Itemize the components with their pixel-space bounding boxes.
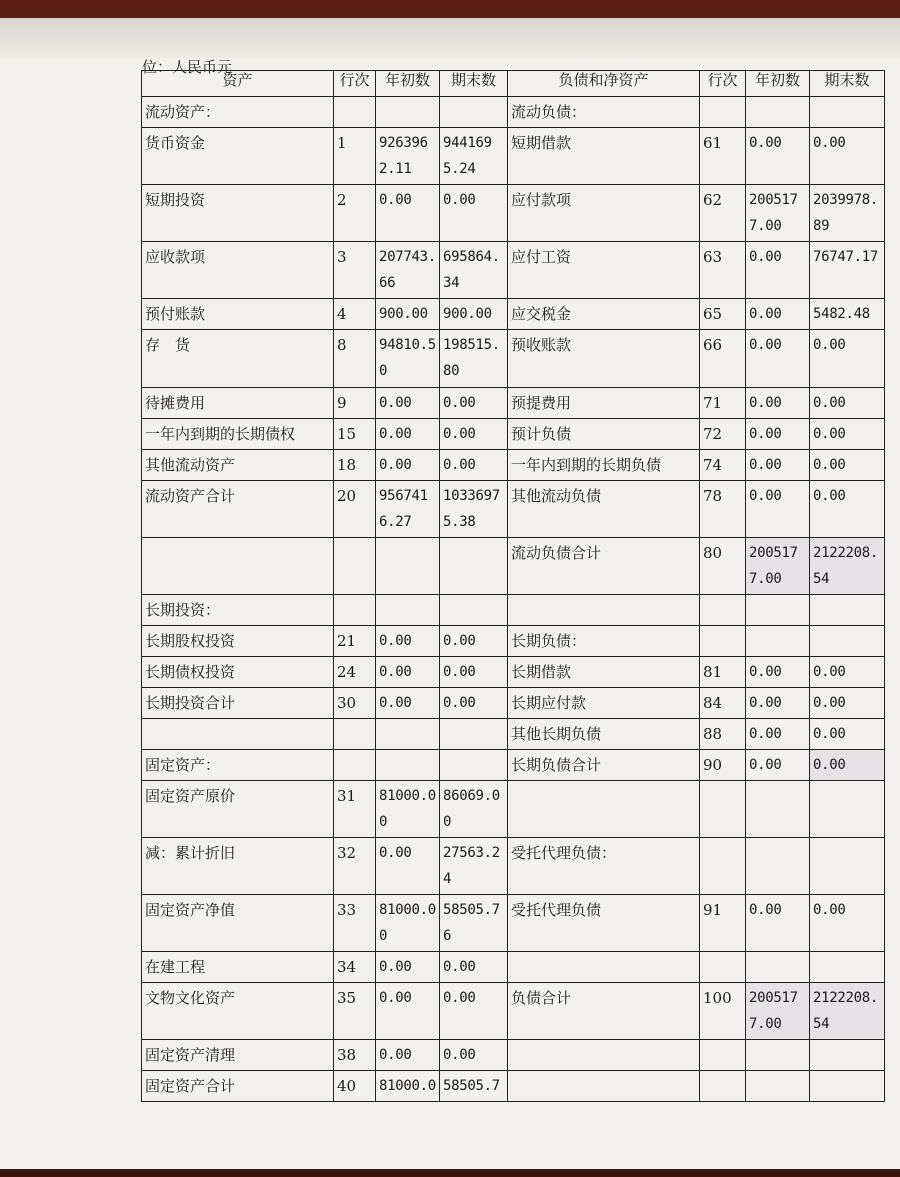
table-cell xyxy=(440,538,508,595)
table-cell: 0.00 xyxy=(746,719,810,750)
table-row xyxy=(142,538,885,595)
table-cell: 0.00 xyxy=(440,688,508,719)
table-cell: 2122208.54 xyxy=(810,538,885,595)
table-cell: 受托代理负债： xyxy=(508,838,700,895)
table-cell: 2 xyxy=(334,185,376,242)
table-cell: 66 xyxy=(700,330,746,388)
table-cell xyxy=(810,626,885,657)
table-cell: 固定资产原价 xyxy=(142,781,334,838)
table-cell: 其他长期负债 xyxy=(508,719,700,750)
table-cell: 2122208.54 xyxy=(810,983,885,1040)
table-row xyxy=(142,1040,885,1071)
table-cell: 40 xyxy=(334,1071,376,1102)
table-cell: 18 xyxy=(334,450,376,481)
table-cell: 0.00 xyxy=(376,983,440,1040)
table-cell: 81000.00 xyxy=(376,781,440,838)
table-cell: 9 xyxy=(334,388,376,419)
table-cell: 4 xyxy=(334,299,376,330)
table-cell: 2005177.00 xyxy=(746,538,810,595)
table-cell: 72 xyxy=(700,419,746,450)
table-cell: 0.00 xyxy=(746,419,810,450)
table-cell: 货币资金 xyxy=(142,128,334,185)
table-cell: 38 xyxy=(334,1040,376,1071)
table-cell: 58505.7 xyxy=(440,1071,508,1102)
table-cell: 0.00 xyxy=(810,688,885,719)
table-cell xyxy=(376,538,440,595)
table-cell xyxy=(746,595,810,626)
table-cell: 0.00 xyxy=(376,450,440,481)
currency-unit-label: 位：人民币元 xyxy=(142,58,233,76)
table-cell: 长期投资合计 xyxy=(142,688,334,719)
table-cell xyxy=(142,719,334,750)
table-cell: 0.00 xyxy=(376,952,440,983)
table-cell: 0.00 xyxy=(376,1040,440,1071)
table-cell: 0.00 xyxy=(746,299,810,330)
table-cell: 预提费用 xyxy=(508,388,700,419)
table-cell: 2005177.00 xyxy=(746,185,810,242)
table-cell: 32 xyxy=(334,838,376,895)
table-cell: 0.00 xyxy=(746,688,810,719)
table-cell: 81000.0 xyxy=(376,1071,440,1102)
table-cell: 35 xyxy=(334,983,376,1040)
column-header: 行次 xyxy=(700,71,746,97)
table-row xyxy=(142,330,885,388)
table-cell xyxy=(440,719,508,750)
table-cell: 0.00 xyxy=(810,388,885,419)
table-cell xyxy=(440,750,508,781)
table-cell: 0.00 xyxy=(746,388,810,419)
table-cell: 0.00 xyxy=(746,128,810,185)
table-cell: 0.00 xyxy=(810,330,885,388)
table-cell: 长期负债合计 xyxy=(508,750,700,781)
table-cell: 短期投资 xyxy=(142,185,334,242)
table-cell xyxy=(700,97,746,128)
table-cell: 0.00 xyxy=(746,481,810,538)
table-cell xyxy=(700,1071,746,1102)
table-cell: 流动资产： xyxy=(142,97,334,128)
table-cell xyxy=(700,1040,746,1071)
table-cell: 0.00 xyxy=(810,895,885,952)
table-cell xyxy=(746,1071,810,1102)
table-cell: 应付款项 xyxy=(508,185,700,242)
table-row xyxy=(142,481,885,538)
table-header-row xyxy=(142,71,885,97)
table-cell: 存 货 xyxy=(142,330,334,388)
table-cell: 0.00 xyxy=(440,388,508,419)
table-cell xyxy=(700,781,746,838)
table-cell xyxy=(376,719,440,750)
table-cell: 短期借款 xyxy=(508,128,700,185)
table-cell: 58505.76 xyxy=(440,895,508,952)
table-cell: 应付工资 xyxy=(508,242,700,299)
table-cell: 一年内到期的长期负债 xyxy=(508,450,700,481)
table-cell: 固定资产清理 xyxy=(142,1040,334,1071)
table-cell: 91 xyxy=(700,895,746,952)
table-cell: 9263962.11 xyxy=(376,128,440,185)
table-row xyxy=(142,838,885,895)
table-cell: 0.00 xyxy=(376,657,440,688)
table-cell: 9567416.27 xyxy=(376,481,440,538)
table-cell: 9441695.24 xyxy=(440,128,508,185)
table-cell xyxy=(334,97,376,128)
table-cell: 0.00 xyxy=(376,688,440,719)
table-cell: 20 xyxy=(334,481,376,538)
table-row xyxy=(142,450,885,481)
table-row xyxy=(142,750,885,781)
table-cell: 0.00 xyxy=(746,657,810,688)
table-cell: 0.00 xyxy=(376,185,440,242)
table-cell: 0.00 xyxy=(440,626,508,657)
table-cell: 100 xyxy=(700,983,746,1040)
table-cell: 0.00 xyxy=(810,719,885,750)
table-cell xyxy=(376,595,440,626)
table-row xyxy=(142,128,885,185)
table-cell: 90 xyxy=(700,750,746,781)
table-cell xyxy=(142,538,334,595)
table-cell: 198515.80 xyxy=(440,330,508,388)
table-cell xyxy=(334,719,376,750)
table-cell: 受托代理负债 xyxy=(508,895,700,952)
table-cell xyxy=(334,538,376,595)
table-cell xyxy=(700,626,746,657)
table-cell: 81 xyxy=(700,657,746,688)
table-cell: 0.00 xyxy=(440,657,508,688)
table-row xyxy=(142,419,885,450)
table-cell: 0.00 xyxy=(376,388,440,419)
table-row xyxy=(142,299,885,330)
table-cell: 207743.66 xyxy=(376,242,440,299)
table-cell: 0.00 xyxy=(440,1040,508,1071)
table-cell xyxy=(810,97,885,128)
table-cell: 0.00 xyxy=(440,983,508,1040)
table-cell: 81000.00 xyxy=(376,895,440,952)
table-cell: 一年内到期的长期债权 xyxy=(142,419,334,450)
table-cell xyxy=(810,1040,885,1071)
table-cell xyxy=(440,595,508,626)
page-fold-shadow xyxy=(0,18,900,58)
table-cell: 0.00 xyxy=(810,450,885,481)
table-cell xyxy=(700,952,746,983)
table-cell: 预收账款 xyxy=(508,330,700,388)
table-cell: 固定资产净值 xyxy=(142,895,334,952)
column-header: 负债和净资产 xyxy=(508,71,700,97)
table-row xyxy=(142,1071,885,1102)
table-cell xyxy=(440,97,508,128)
column-header: 年初数 xyxy=(746,71,810,97)
table-cell xyxy=(810,838,885,895)
table-cell xyxy=(508,952,700,983)
column-header: 年初数 xyxy=(376,71,440,97)
table-cell xyxy=(746,1040,810,1071)
table-cell: 流动负债： xyxy=(508,97,700,128)
table-cell xyxy=(376,750,440,781)
table-row xyxy=(142,983,885,1040)
column-header: 期末数 xyxy=(440,71,508,97)
page-bottom-edge xyxy=(0,1169,900,1177)
table-cell xyxy=(508,781,700,838)
table-cell: 0.00 xyxy=(810,750,885,781)
table-cell: 61 xyxy=(700,128,746,185)
table-cell: 0.00 xyxy=(376,626,440,657)
table-cell: 长期应付款 xyxy=(508,688,700,719)
table-cell: 80 xyxy=(700,538,746,595)
table-cell: 33 xyxy=(334,895,376,952)
table-cell: 长期投资： xyxy=(142,595,334,626)
table-row xyxy=(142,242,885,299)
table-cell: 2039978.89 xyxy=(810,185,885,242)
table-cell xyxy=(334,595,376,626)
table-cell xyxy=(700,595,746,626)
table-cell: 0.00 xyxy=(810,128,885,185)
table-cell: 其他流动资产 xyxy=(142,450,334,481)
table-cell: 88 xyxy=(700,719,746,750)
table-cell xyxy=(334,750,376,781)
table-cell: 0.00 xyxy=(376,419,440,450)
table-cell: 94810.50 xyxy=(376,330,440,388)
table-cell xyxy=(810,952,885,983)
table-cell: 0.00 xyxy=(440,419,508,450)
table-cell: 长期借款 xyxy=(508,657,700,688)
table-cell: 34 xyxy=(334,952,376,983)
table-cell: 695864.34 xyxy=(440,242,508,299)
table-cell: 预付账款 xyxy=(142,299,334,330)
table-cell: 流动负债合计 xyxy=(508,538,700,595)
table-cell: 0.00 xyxy=(746,895,810,952)
table-cell xyxy=(376,97,440,128)
table-cell: 固定资产合计 xyxy=(142,1071,334,1102)
table-row xyxy=(142,895,885,952)
table-cell: 0.00 xyxy=(810,419,885,450)
table-cell: 减：累计折旧 xyxy=(142,838,334,895)
table-cell: 0.00 xyxy=(810,657,885,688)
table-cell: 长期债权投资 xyxy=(142,657,334,688)
column-header: 期末数 xyxy=(810,71,885,97)
table-cell: 流动资产合计 xyxy=(142,481,334,538)
table-row xyxy=(142,657,885,688)
table-cell xyxy=(508,1071,700,1102)
table-cell: 30 xyxy=(334,688,376,719)
table-cell: 0.00 xyxy=(810,481,885,538)
table-cell: 5482.48 xyxy=(810,299,885,330)
table-cell xyxy=(508,1040,700,1071)
table-cell: 63 xyxy=(700,242,746,299)
table-cell: 固定资产： xyxy=(142,750,334,781)
table-cell xyxy=(810,781,885,838)
column-header: 行次 xyxy=(334,71,376,97)
table-cell: 62 xyxy=(700,185,746,242)
table-cell: 27563.24 xyxy=(440,838,508,895)
table-cell xyxy=(746,97,810,128)
table-cell: 0.00 xyxy=(440,952,508,983)
table-cell: 8 xyxy=(334,330,376,388)
table-row xyxy=(142,688,885,719)
table-row xyxy=(142,185,885,242)
table-cell: 65 xyxy=(700,299,746,330)
table-row xyxy=(142,952,885,983)
table-cell: 1 xyxy=(334,128,376,185)
table-cell: 应交税金 xyxy=(508,299,700,330)
table-cell: 24 xyxy=(334,657,376,688)
table-cell: 15 xyxy=(334,419,376,450)
table-cell: 0.00 xyxy=(746,450,810,481)
table-cell: 待摊费用 xyxy=(142,388,334,419)
table-cell: 10336975.38 xyxy=(440,481,508,538)
table-cell xyxy=(746,781,810,838)
balance-sheet-table xyxy=(141,70,885,1102)
table-cell: 31 xyxy=(334,781,376,838)
table-cell xyxy=(810,1071,885,1102)
table-cell: 78 xyxy=(700,481,746,538)
table-cell: 71 xyxy=(700,388,746,419)
table-cell: 负债合计 xyxy=(508,983,700,1040)
column-header: 资产 xyxy=(142,71,334,97)
table-cell: 文物文化资产 xyxy=(142,983,334,1040)
table-cell: 0.00 xyxy=(746,330,810,388)
table-cell: 900.00 xyxy=(376,299,440,330)
table-cell: 0.00 xyxy=(440,185,508,242)
table-row xyxy=(142,595,885,626)
table-cell xyxy=(746,626,810,657)
table-row xyxy=(142,781,885,838)
table-cell: 长期股权投资 xyxy=(142,626,334,657)
table-cell: 在建工程 xyxy=(142,952,334,983)
table-cell: 预计负债 xyxy=(508,419,700,450)
table-row xyxy=(142,388,885,419)
table-cell xyxy=(810,595,885,626)
table-cell: 0.00 xyxy=(376,838,440,895)
table-cell: 长期负债： xyxy=(508,626,700,657)
table-cell: 84 xyxy=(700,688,746,719)
table-cell: 74 xyxy=(700,450,746,481)
table-row xyxy=(142,626,885,657)
table-cell: 76747.17 xyxy=(810,242,885,299)
table-cell: 2005177.00 xyxy=(746,983,810,1040)
table-cell: 应收款项 xyxy=(142,242,334,299)
table-row xyxy=(142,719,885,750)
table-row xyxy=(142,97,885,128)
table-cell: 0.00 xyxy=(746,750,810,781)
table-cell: 0.00 xyxy=(746,242,810,299)
table-cell xyxy=(700,838,746,895)
table-cell: 3 xyxy=(334,242,376,299)
table-cell xyxy=(508,595,700,626)
table-cell: 0.00 xyxy=(440,450,508,481)
table-cell: 86069.00 xyxy=(440,781,508,838)
table-cell xyxy=(746,952,810,983)
table-cell xyxy=(746,838,810,895)
table-cell: 900.00 xyxy=(440,299,508,330)
table-cell: 其他流动负债 xyxy=(508,481,700,538)
table-cell: 21 xyxy=(334,626,376,657)
